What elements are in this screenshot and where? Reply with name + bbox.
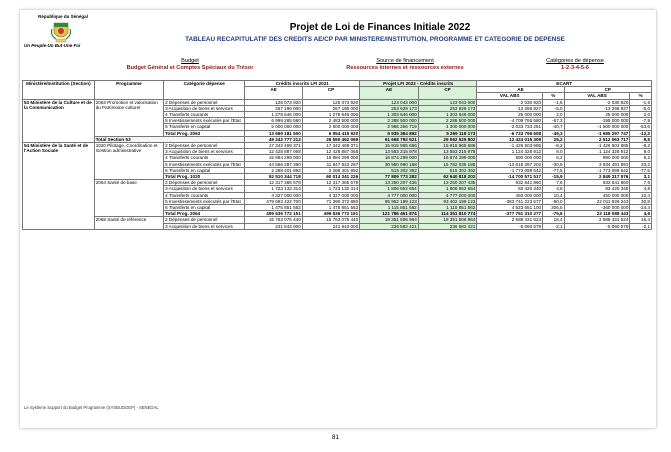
value-cell: -1 500 000 000	[564, 124, 630, 130]
value-cell: 1 475 851 562	[302, 205, 359, 211]
value-cell: -195 000 000	[564, 118, 630, 124]
value-cell: 6,2	[630, 155, 652, 161]
value-cell: 990 000 000	[564, 155, 630, 161]
value-cell: 450 000 000	[477, 192, 543, 198]
value-cell: -1 773 099 542	[477, 167, 543, 173]
value-cell: -13 266 827	[477, 105, 543, 111]
value-cell: 123 043 000	[360, 99, 419, 105]
value-cell: 9,5	[630, 136, 652, 142]
value-cell: 932 841 860	[477, 180, 543, 186]
value-cell: 22 011 826 243	[564, 198, 630, 204]
categorie-cell: 6 Transferts en capital	[164, 205, 245, 211]
value-cell: 4 327 000 000	[245, 192, 302, 198]
value-cell: 12 424 015 309	[477, 136, 543, 142]
value-cell: 15 884 299 000	[302, 155, 359, 161]
value-cell: -5,0	[543, 105, 565, 111]
value-cell: 2 288 500 000	[360, 118, 419, 124]
value-cell: -53,6	[630, 124, 652, 130]
value-cell: 23 118 088 443	[564, 211, 630, 217]
value-cell: 25 000 000	[477, 112, 543, 118]
coat-of-arms-icon	[50, 21, 72, 43]
categorie-cell: 3 Acquisition de biens et services	[164, 223, 245, 229]
value-cell: 49 242 777 212	[245, 136, 302, 142]
categorie-cell: 2 Dépenses de personnel	[164, 99, 245, 105]
header-pct-cp: %	[630, 93, 652, 99]
header-pct-ae: %	[543, 93, 565, 99]
value-cell: 267 196 000	[245, 105, 302, 111]
value-cell: 2,0	[630, 112, 652, 118]
value-cell: 12 317 365 579	[245, 180, 302, 186]
value-cell: 4,6	[630, 211, 652, 217]
value-cell: 7,6	[543, 180, 565, 186]
value-cell: 92 510 344 718	[245, 174, 302, 180]
value-cell: 15 915 965 686	[418, 143, 477, 149]
value-cell: -5 060 579	[564, 223, 630, 229]
header-ae-2022: AE	[360, 87, 419, 99]
value-cell: 236 582 421	[418, 223, 477, 229]
value-cell: 15 763 075 440	[302, 217, 359, 223]
value-cell: 4 777 000 000	[418, 192, 477, 198]
value-cell: 15 763 075 440	[245, 217, 302, 223]
value-cell: 4,8	[543, 186, 565, 192]
value-cell: 17 342 469 371	[245, 143, 302, 149]
value-cell: 2 483 500 000	[302, 118, 359, 124]
value-cell: 83 420 340	[477, 186, 543, 192]
value-cell: 1 115 851 562	[418, 205, 477, 211]
header-ecart: ECART	[477, 81, 652, 87]
categorie-cell: 3 Acquisition de biens et services	[164, 149, 245, 155]
value-cell: 13 250 207 435	[360, 180, 419, 186]
value-cell: 10,4	[543, 192, 565, 198]
value-cell: 5 000 000 000	[245, 124, 302, 130]
value-cell: 15 782 035 188	[418, 161, 477, 167]
value-cell: 1 723 132 314	[302, 186, 359, 192]
value-cell: 499 536 772 151	[245, 211, 302, 217]
value-cell: 241 643 000	[302, 223, 359, 229]
value-cell: 1 475 851 562	[245, 205, 302, 211]
header-plfi2022: Projet LFI 2022 - Crédits inscrits	[360, 81, 477, 87]
value-cell: -13 615 297 202	[477, 161, 543, 167]
value-cell: 13 250 207 435	[418, 180, 477, 186]
source-label: Source de financement	[376, 58, 434, 64]
value-cell: 1 115 851 562	[360, 205, 419, 211]
value-cell: 2 512 063 717	[564, 136, 630, 142]
value-cell: 1 806 552 654	[360, 186, 419, 192]
value-cell: 1 300 000 000	[418, 124, 477, 130]
value-cell: 4 327 000 000	[302, 192, 359, 198]
header-lfi2021: Crédits inscrits LFI 2021	[245, 81, 360, 87]
budget-value: Budget Général et Comptes Spéciaux du Trésor	[126, 65, 254, 71]
value-cell: 2 588 431 524	[477, 217, 543, 223]
categorie-cell: 4 Transferts courants	[164, 112, 245, 118]
categorie-cell: Total Prog. 2063	[164, 130, 245, 136]
value-cell: 2 288 500 000	[418, 118, 477, 124]
value-cell: 62 640 818 202	[418, 174, 477, 180]
header-programme: Programme	[94, 81, 163, 100]
value-cell: 77 809 773 282	[360, 174, 419, 180]
value-cell: 241 643 000	[245, 223, 302, 229]
value-cell: -7,9	[630, 118, 652, 124]
value-cell: 15 915 965 686	[360, 143, 419, 149]
value-cell: 83 420 340	[564, 186, 630, 192]
value-cell: 13 553 215 978	[418, 149, 477, 155]
value-cell: 71 390 372 880	[302, 198, 359, 204]
value-cell: 479 693 422 700	[245, 198, 302, 204]
source-value: Ressources internes et ressources externes	[346, 65, 464, 71]
table-row	[23, 217, 652, 223]
value-cell: -12,3	[630, 130, 652, 136]
ministere-cell: 53 Ministère de la Culture et de la Communication	[23, 99, 95, 142]
value-cell: 61 668 792 521	[360, 136, 419, 142]
page-subtitle: TABLEAU RECAPITULATIF DES CREDITS AE/CP PAR MINISTERE/INSTITUTION, PROGRAMME ET CATEGORIE DE DEPENSE	[185, 36, 565, 43]
value-cell: 25 000 000	[564, 112, 630, 118]
value-cell: 26 550 462 069	[302, 136, 359, 142]
value-cell: -77,5	[630, 167, 652, 173]
value-cell: 1 124 328 912	[477, 149, 543, 155]
section-total-label: Total Section 53	[94, 136, 245, 142]
value-cell: 4,8	[630, 186, 652, 192]
value-cell: -5,0	[630, 105, 652, 111]
value-cell: 123 043 000	[418, 99, 477, 105]
table-row	[23, 136, 652, 142]
header-ecart-cp: CP	[564, 87, 651, 93]
table-row	[23, 143, 652, 149]
header-valabs-ae: VAL ABS	[477, 93, 543, 99]
categorie-cell: Total Prog. 2064	[164, 211, 245, 217]
header-cp-2021: CP	[302, 87, 359, 99]
value-cell: 1 806 552 654	[418, 186, 477, 192]
value-cell: 306,5	[543, 205, 565, 211]
categorie-cell: 3 Acquisition de biens et services	[164, 105, 245, 111]
value-cell: 4 523 651 100	[477, 205, 543, 211]
categorie-cell: 6 Transferts en capital	[164, 167, 245, 173]
value-cell: 2 800 000 000	[302, 124, 359, 130]
table-row	[23, 99, 652, 105]
value-cell: -15,9	[543, 174, 565, 180]
value-cell: -5 060 579	[477, 223, 543, 229]
value-cell: 236 582 421	[360, 223, 419, 229]
value-cell: -1,6	[543, 99, 565, 105]
value-cell: 2 588 431 524	[564, 217, 630, 223]
value-cell: -40,7	[543, 124, 565, 130]
value-cell: -6 733 796 608	[477, 130, 543, 136]
header-ae-2021: AE	[245, 87, 302, 99]
value-cell: 12 317 365 579	[302, 180, 359, 186]
value-cell: 267 196 000	[302, 105, 359, 111]
value-cell: 95 952 199 123	[360, 198, 419, 204]
value-cell: 6 935 384 892	[360, 130, 419, 136]
value-cell: -2 033 733 281	[477, 124, 543, 130]
value-cell: 6 954 415 920	[302, 130, 359, 136]
value-cell: -1 426 503 685	[564, 143, 630, 149]
value-cell: 10,4	[630, 192, 652, 198]
categorie-cell: 5 Investissements exécutés par l'Etat	[164, 198, 245, 204]
value-cell: 2 288 401 892	[245, 167, 302, 173]
categorie-cell: 4 Transferts courants	[164, 155, 245, 161]
value-cell: 253 929 173	[360, 105, 419, 111]
categorie-cell: 6 Transferts en capital	[164, 124, 245, 130]
value-cell: 6,2	[543, 155, 565, 161]
programme-cell: 2064 Santé de base	[94, 180, 163, 217]
categorie-cell: 5 Investissements exécutés par l'Etat	[164, 118, 245, 124]
value-cell: 125 073 920	[302, 99, 359, 105]
value-cell: -377 751 310 277	[477, 211, 543, 217]
value-cell: 12 428 887 068	[245, 149, 302, 155]
value-cell: 18 351 506 964	[418, 217, 477, 223]
value-cell: 16 874 299 000	[360, 155, 419, 161]
value-cell: 5 269 118 173	[418, 130, 477, 136]
value-cell: -2,1	[630, 223, 652, 229]
value-cell: -8,2	[630, 143, 652, 149]
value-cell: -360 000 000	[564, 205, 630, 211]
categorie-cell: 2 Dépenses de personnel	[164, 180, 245, 186]
document-page	[20, 10, 656, 428]
ministere-cell: 54 Ministère de la Santé et de l'Action Sociale	[23, 143, 95, 230]
table-row	[23, 180, 652, 186]
value-cell: -49,3	[543, 130, 565, 136]
value-cell: 33,2	[630, 161, 652, 167]
header-cp-2022: CP	[418, 87, 477, 99]
value-cell: 932 841 860	[564, 180, 630, 186]
category-value: 1-2-3-4-5-6	[561, 65, 589, 71]
value-cell: -2 030 920	[564, 99, 630, 105]
value-cell: -4 709 765 580	[477, 118, 543, 124]
header-categorie: Catégorie dépense	[164, 81, 245, 100]
value-cell: 1 124 328 912	[564, 149, 630, 155]
value-cell: 13 553 215 978	[360, 149, 419, 155]
programme-cell: 1020 Pilotage, Coordination et Gestion administrative	[94, 143, 163, 180]
value-cell: -24,4	[630, 205, 652, 211]
value-cell: 30 950 990 188	[360, 161, 419, 167]
header-ecart-ae: AE	[477, 87, 564, 93]
value-cell: -13 266 827	[564, 105, 630, 111]
value-cell: 15 884 299 000	[245, 155, 302, 161]
header-valabs-cp: VAL ABS	[564, 93, 630, 99]
value-cell: 3,1	[630, 174, 652, 180]
value-cell: 18 351 506 964	[360, 217, 419, 223]
value-cell: -80,0	[543, 198, 565, 204]
value-cell: -67,3	[543, 118, 565, 124]
value-cell: 7,6	[630, 180, 652, 186]
value-cell: 2 288 401 892	[302, 167, 359, 173]
value-cell: 1 303 646 000	[360, 112, 419, 118]
value-cell: 44 566 287 390	[245, 161, 302, 167]
value-cell: -1,6	[630, 99, 652, 105]
value-cell: 125 073 920	[245, 99, 302, 105]
value-cell: 4 777 000 000	[360, 192, 419, 198]
value-cell: 60 014 341 226	[302, 174, 359, 180]
value-cell: 515 302 392	[418, 167, 477, 173]
value-cell: 9,0	[630, 149, 652, 155]
value-cell: 114 351 810 774	[418, 211, 477, 217]
categorie-cell: 2 Dépenses de personnel	[164, 143, 245, 149]
value-cell: 13 669 181 500	[245, 130, 302, 136]
value-cell: 1 278 646 000	[302, 112, 359, 118]
page-title: Projet de Loi de Finances Initiale 2022	[289, 22, 471, 33]
categorie-cell: 2 Dépenses de personnel	[164, 217, 245, 223]
categorie-cell: 3 Acquisition de biens et services	[164, 186, 245, 192]
value-cell: 2 849 217 576	[564, 174, 630, 180]
value-cell: 30,8	[630, 198, 652, 204]
value-cell: 121 786 461 874	[360, 211, 419, 217]
value-cell: -30,6	[543, 161, 565, 167]
value-cell: 16,4	[630, 217, 652, 223]
value-cell: -1 773 099 542	[564, 167, 630, 173]
value-cell: -75,6	[543, 211, 565, 217]
motto: Un Peuple-Un But-Une Foi	[24, 43, 81, 48]
categorie-cell: 4 Transferts courants	[164, 192, 245, 198]
value-cell: 11 847 543 297	[302, 161, 359, 167]
republic-label: République du Sénégal	[38, 14, 88, 19]
value-cell: 6 998 265 580	[245, 118, 302, 124]
value-cell: 3 934 491 891	[564, 161, 630, 167]
value-cell: 1 278 646 000	[245, 112, 302, 118]
value-cell: 9,0	[543, 149, 565, 155]
value-cell: 253 929 173	[418, 105, 477, 111]
value-cell: 2 966 266 719	[360, 124, 419, 130]
footer-source: Le Système Support du Budget Programme (SYSBUDGEP) - SENEGAL	[24, 405, 159, 410]
value-cell: -77,5	[543, 167, 565, 173]
value-cell: -8,2	[543, 143, 565, 149]
value-cell: 990 000 000	[477, 155, 543, 161]
budget-label: Budget	[181, 58, 199, 64]
value-cell: -1 426 503 685	[477, 143, 543, 149]
value-cell: -1 685 297 747	[564, 130, 630, 136]
value-cell: 17 342 469 371	[302, 143, 359, 149]
page-number: 81	[331, 434, 340, 441]
credits-table	[22, 80, 652, 230]
categorie-cell: 5 Investissements exécutés par l'Etat	[164, 161, 245, 167]
value-cell: -14 700 571 517	[477, 174, 543, 180]
value-cell: 12 428 887 068	[302, 149, 359, 155]
value-cell: 16 874 299 000	[418, 155, 477, 161]
value-cell: -383 741 223 577	[477, 198, 543, 204]
header-ministere: Ministère/Institution (Section)	[23, 81, 95, 100]
category-label: Catégories de dépense	[546, 58, 604, 64]
value-cell: -2,1	[543, 223, 565, 229]
value-cell: -2 030 920	[477, 99, 543, 105]
categorie-cell: Total Prog. 1020	[164, 174, 245, 180]
value-cell: 1 303 646 000	[418, 112, 477, 118]
value-cell: 93 402 199 123	[418, 198, 477, 204]
value-cell: 25,2	[543, 136, 565, 142]
value-cell: 16,4	[543, 217, 565, 223]
programme-cell: 2068 Santé de référence	[94, 217, 163, 229]
value-cell: 2,0	[543, 112, 565, 118]
value-cell: 515 302 392	[360, 167, 419, 173]
value-cell: 450 000 000	[564, 192, 630, 198]
value-cell: 29 062 525 802	[418, 136, 477, 142]
programme-cell: 2063 Promotion et valorisation du Patrimoine culturel	[94, 99, 163, 136]
value-cell: 499 536 772 151	[302, 211, 359, 217]
value-cell: 1 723 132 314	[245, 186, 302, 192]
